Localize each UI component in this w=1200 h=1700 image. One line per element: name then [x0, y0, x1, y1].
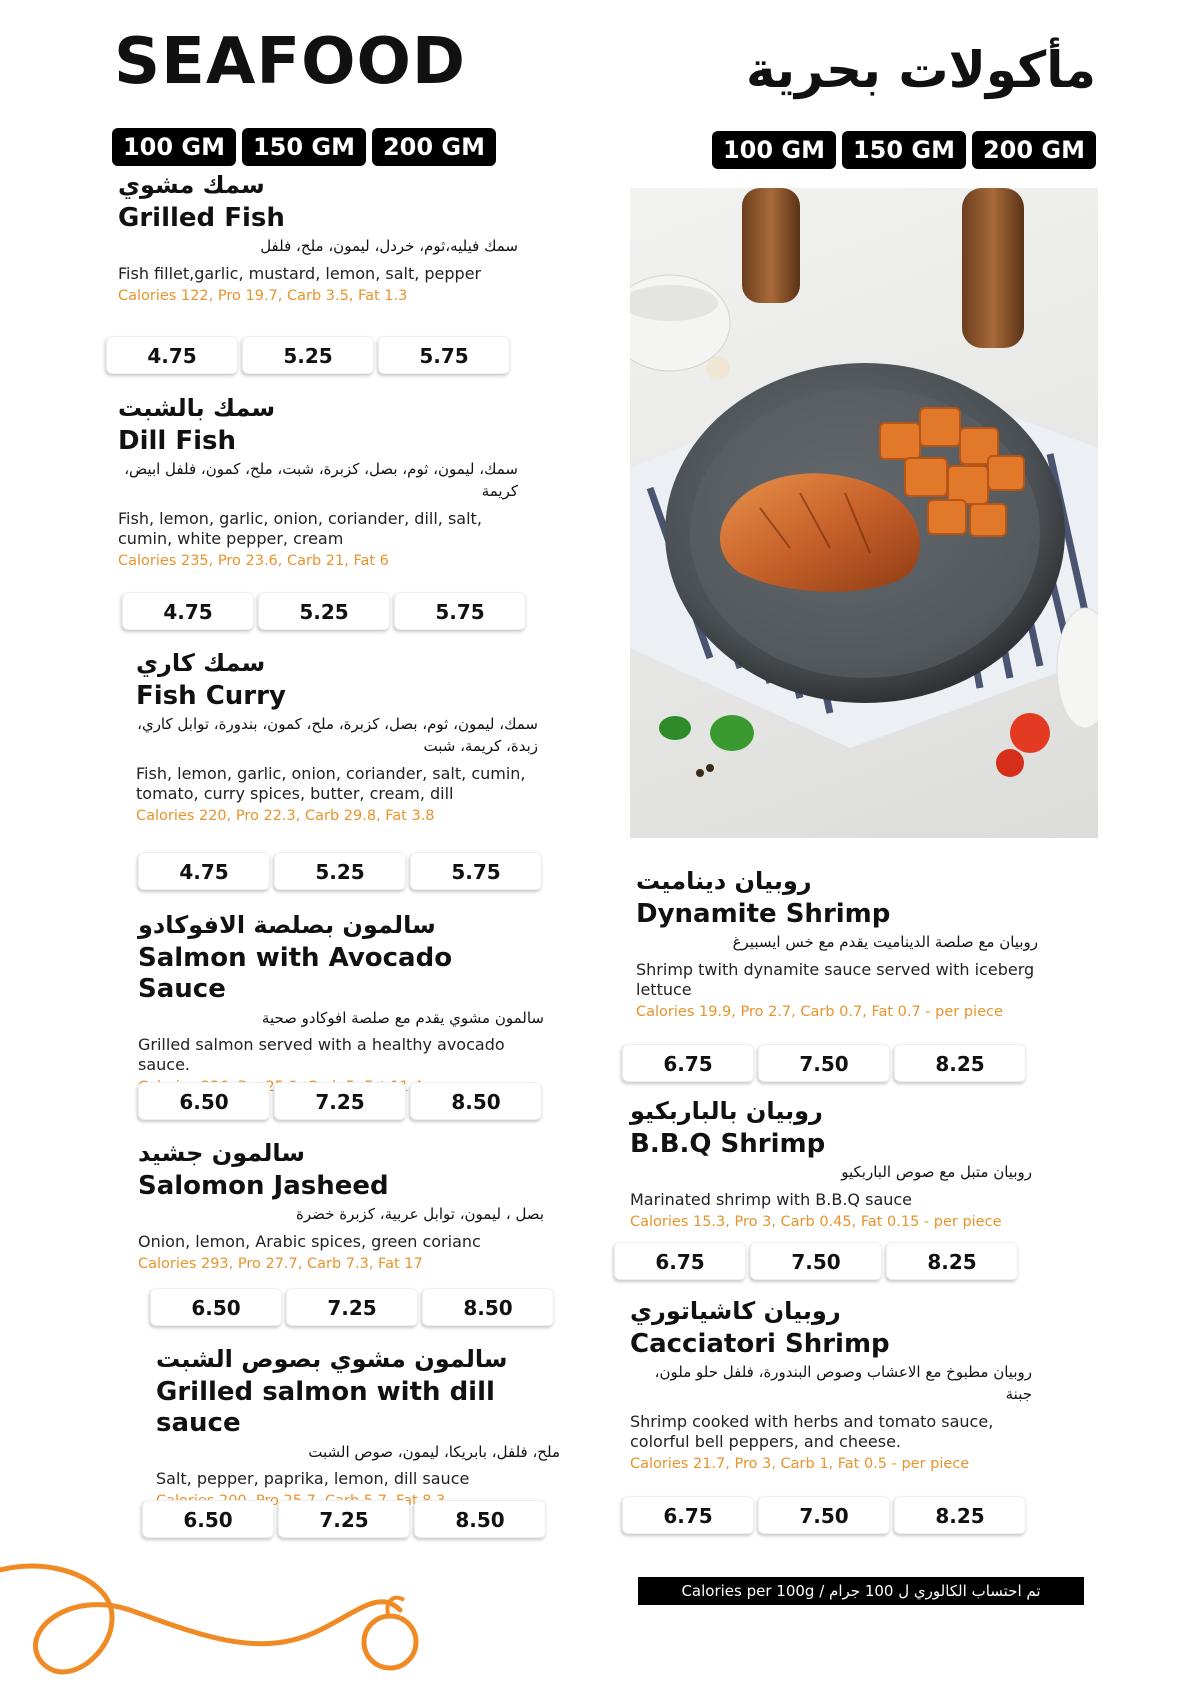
price-200g: 8.25 [894, 1044, 1026, 1082]
price-row [150, 1288, 554, 1326]
item-description-english: Onion, lemon, Arabic spices, green corianc [138, 1232, 481, 1252]
price-200g: 8.25 [886, 1242, 1018, 1280]
price-150g: 5.25 [258, 592, 390, 630]
price-150g: 5.25 [242, 336, 374, 374]
price-150g: 7.50 [758, 1044, 890, 1082]
price-150g: 7.25 [274, 1082, 406, 1120]
orange-swirl-logo [0, 1550, 440, 1700]
item-description-english: Shrimp cooked with herbs and tomato sauce, colorful bell peppers, and cheese. [630, 1411, 994, 1451]
price-100g: 4.75 [138, 852, 270, 890]
price-200g: 8.50 [414, 1500, 546, 1538]
item-name-english: Salmon with Avocado Sauce [138, 943, 453, 1005]
price-row [622, 1496, 1026, 1534]
item-name-english: B.B.Q Shrimp [630, 1129, 826, 1160]
menu-item-salmon-jasheed [138, 1138, 544, 1272]
item-description-arabic: سمك، ليمون، ثوم، بصل، كزبرة، شبت، ملح، كمون، فلفل ابيض، كريمة [124, 460, 518, 501]
item-description-arabic: ملح، فلفل، بابريكا، ليمون، صوص الشبت [308, 1442, 560, 1461]
price-100g: 6.50 [138, 1082, 270, 1120]
item-name-arabic: سمك مشوي [118, 171, 265, 199]
salmon-dish-photo [630, 188, 1098, 838]
price-200g: 8.50 [422, 1288, 554, 1326]
item-calories: Calories 21.7, Pro 3, Carb 1, Fat 0.5 - per piece [630, 1455, 970, 1472]
item-name-arabic: روبيان بالباربكيو [630, 1097, 823, 1125]
item-name-english: Dynamite Shrimp [636, 899, 891, 930]
price-200g: 5.75 [378, 336, 510, 374]
item-calories: 11.4 [390, 1079, 423, 1096]
item-description-arabic: روبيان مطبوخ مع الاعشاب وصوص البندورة، فلفل حلو ملون، جبنة [654, 1363, 1032, 1404]
item-name-arabic: سالمون جشيد [138, 1139, 305, 1167]
item-description-english: Salt, pepper, paprika, lemon, dill sauce [156, 1469, 470, 1489]
price-150g: 7.50 [750, 1242, 882, 1280]
item-description-english: Fish, lemon, garlic, onion, coriander, dill, salt, cumin, white pepper, cream [118, 508, 482, 548]
item-calories: Calories 235, Pro 23.6, Carb 21, Fat 6 [118, 552, 389, 569]
item-description-arabic: بصل ، ليمون، توابل عربية، كزبرة خضرة [296, 1205, 544, 1224]
item-calories: Calories 122, Pro 19.7, Carb 3.5, Fat 1.3 [118, 288, 408, 305]
menu-item-cacciatori-shrimp [630, 1296, 1032, 1472]
item-name-arabic: سالمون مشوي بصوص الشبت [156, 1345, 508, 1373]
page-title-english: SEAFOOD [114, 25, 466, 99]
item-calories: Calories 15.3, Pro 3, Carb 0.45, Fat 0.15 - per piece [630, 1214, 1002, 1231]
item-description-arabic: سالمون مشوي يقدم مع صلصة افوكادو صحية [261, 1008, 544, 1027]
weight-header-left [112, 128, 496, 166]
item-description-english: Fish fillet,garlic, mustard, lemon, salt, pepper [118, 264, 482, 284]
menu-item-grilled-salmon-dill [156, 1344, 560, 1509]
price-100g: 4.75 [122, 592, 254, 630]
price-100g: 6.75 [622, 1044, 754, 1082]
price-200g: 5.75 [394, 592, 526, 630]
weight-label-150: 150 GM [842, 131, 966, 169]
item-calories: Calories 293, Pro 27.7, Carb 7.3, Fat 17 [138, 1256, 423, 1273]
item-description-arabic: روبيان مع صلصة الديناميت يقدم مع خس ايسبيرغ [732, 933, 1038, 952]
item-name-arabic: سمك كاري [136, 649, 266, 677]
item-calories: Calories 220, Pro 22.3, Carb 29.8, Fat 3.8 [136, 807, 435, 824]
menu-item-fish-curry [136, 648, 538, 824]
item-description-english: Grilled salmon served with a healthy avocado sauce. [138, 1035, 505, 1075]
price-100g: 6.75 [614, 1242, 746, 1280]
calories-footnote: Calories per 100g / تم احتساب الكالوري ل 100 جرام [638, 1577, 1084, 1605]
item-description-arabic: سمك، ليمون، ثوم، بصل، كزبرة، ملح، كمون، بندورة، توابل كاري، زبدة، كريمة، شبت [137, 715, 538, 756]
price-200g: 5.75 [410, 852, 542, 890]
price-100g: 6.50 [142, 1500, 274, 1538]
page-title-arabic: مأكولات بحرية [745, 41, 1096, 99]
weight-label-100: 100 GM [712, 131, 836, 169]
price-100g: 4.75 [106, 336, 238, 374]
menu-item-grilled-fish [118, 170, 518, 304]
price-row [138, 852, 542, 890]
price-row [138, 1082, 542, 1120]
item-name-english: Cacciatori Shrimp [630, 1329, 890, 1360]
salmon-dish-illustration [630, 188, 1098, 838]
price-row [122, 592, 526, 630]
menu-item-salmon-avocado [138, 910, 544, 1095]
weight-label-100: 100 GM [112, 128, 236, 166]
item-name-arabic: سمك بالشبت [118, 394, 276, 422]
item-name-english: Grilled Fish [118, 203, 285, 234]
price-row [106, 336, 510, 374]
item-calories: Calories 19.9, Pro 2.7, Carb 0.7, Fat 0.7 - per piece [636, 1004, 1003, 1021]
price-100g: 6.75 [622, 1496, 754, 1534]
item-description-arabic: روبيان متبل مع صوص الباربكيو [841, 1163, 1032, 1182]
menu-item-dill-fish [118, 393, 518, 569]
price-row [142, 1500, 546, 1538]
item-description-english: Marinated shrimp with B.B.Q sauce [630, 1190, 913, 1210]
item-description-english: Fish, lemon, garlic, onion, coriander, salt, cumin, tomato, curry spices, butter, cream, dill [136, 763, 526, 803]
price-150g: 7.25 [286, 1288, 418, 1326]
item-name-english: Dill Fish [118, 426, 237, 457]
price-200g: 8.25 [894, 1496, 1026, 1534]
weight-label-200: 200 GM [972, 131, 1096, 169]
item-description-arabic: سمك فيليه،ثوم، خردل، ليمون، ملح، فلفل [260, 237, 518, 256]
price-row [614, 1242, 1018, 1280]
item-description-english: Shrimp twith dynamite sauce served with iceberg lettuce [636, 960, 1035, 1000]
weight-label-200: 200 GM [372, 128, 496, 166]
item-name-english: Salomon Jasheed [138, 1171, 389, 1202]
price-150g: 5.25 [274, 852, 406, 890]
menu-item-bbq-shrimp [630, 1096, 1032, 1230]
item-name-arabic: روبيان ديناميت [636, 867, 812, 895]
price-100g: 6.50 [150, 1288, 282, 1326]
item-name-arabic: روبيان كاشياتوري [630, 1297, 841, 1325]
item-name-english: Grilled salmon with dill sauce [156, 1377, 495, 1439]
price-row [622, 1044, 1026, 1082]
item-name-arabic: سالمون بصلصة الافوكادو [138, 911, 436, 939]
item-name-english: Fish Curry [136, 681, 286, 712]
weight-header-right [712, 131, 1096, 169]
price-200g: 8.50 [410, 1082, 542, 1120]
price-150g: 7.50 [758, 1496, 890, 1534]
menu-item-dynamite-shrimp [636, 866, 1038, 1020]
weight-label-150: 150 GM [242, 128, 366, 166]
price-150g: 7.25 [278, 1500, 410, 1538]
